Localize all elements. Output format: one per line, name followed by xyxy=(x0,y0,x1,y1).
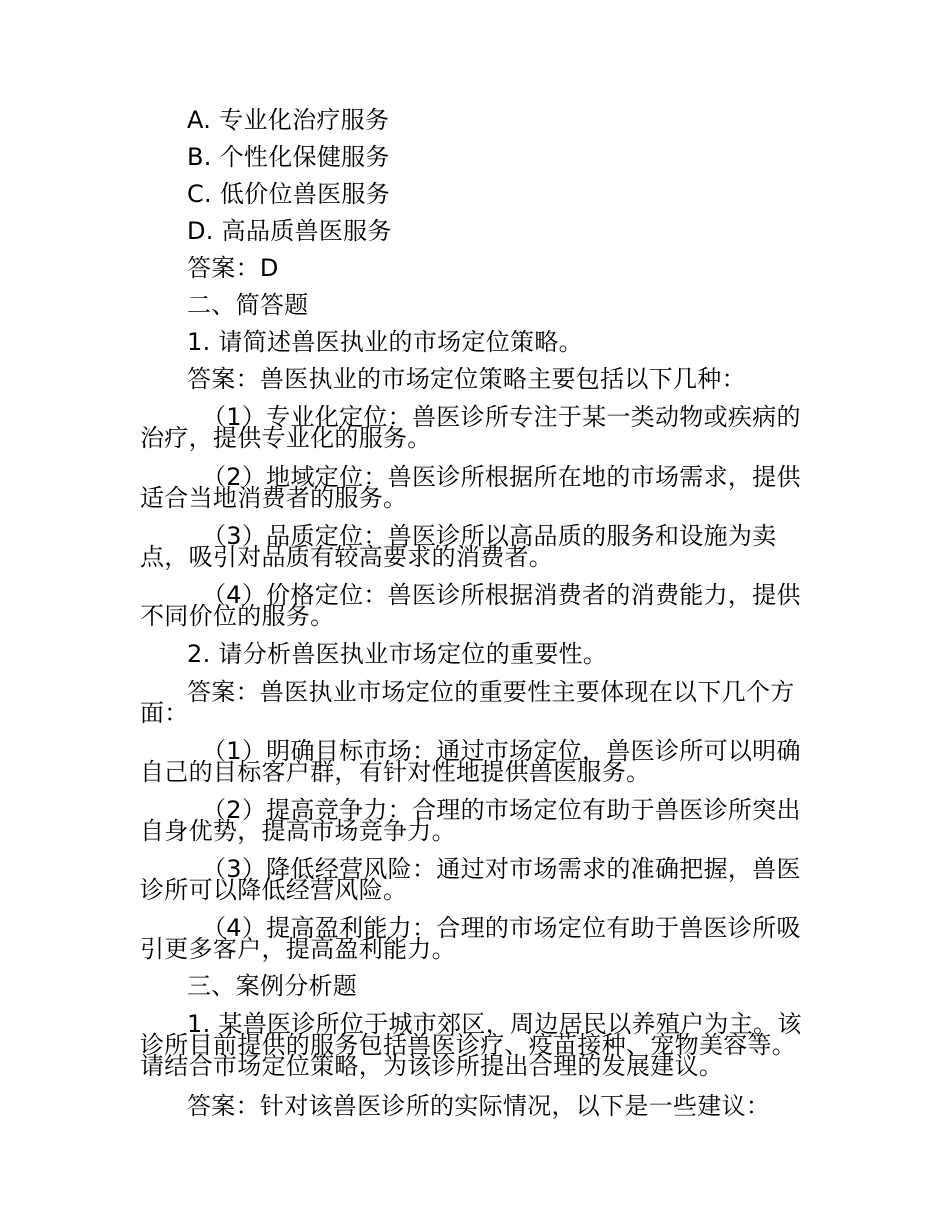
answer-1-item-4-line-1: （4）价格定位：兽医诊所根据消费者的消费能力，提供 xyxy=(202,581,801,609)
choice-d: D. 高品质兽医服务 xyxy=(187,217,392,245)
answer-2-intro-line-1: 答案：兽医执业市场定位的重要性主要体现在以下几个方 xyxy=(187,678,795,706)
answer-2-item-3-line-1: （3）降低经营风险：通过对市场需求的准确把握，兽医 xyxy=(202,855,801,883)
case-1-line-2: 诊所目前提供的服务包括兽医诊疗、疫苗接种、宠物美容等。 xyxy=(140,1031,797,1059)
section-heading-short-answer: 二、简答题 xyxy=(187,291,309,319)
section-heading-case-analysis: 三、案例分析题 xyxy=(187,972,358,1000)
answer-2-item-3-line-2: 诊所可以降低经营风险。 xyxy=(140,876,408,904)
answer-1-item-1-line-2: 治疗，提供专业化的服务。 xyxy=(140,424,432,452)
case-1-line-1: 1. 某兽医诊所位于城市郊区，周边居民以养殖户为主。该 xyxy=(187,1010,802,1038)
question-2: 2. 请分析兽医执业市场定位的重要性。 xyxy=(187,640,608,668)
mc-answer: 答案：D xyxy=(187,254,279,282)
answer-1-item-3-line-1: （3）品质定位：兽医诊所以高品质的服务和设施为卖 xyxy=(202,522,777,550)
case-1-answer: 答案：针对该兽医诊所的实际情况，以下是一些建议： xyxy=(187,1092,771,1120)
choice-b: B. 个性化保健服务 xyxy=(187,143,390,171)
answer-2-item-1-line-2: 自己的目标客户群，有针对性地提供兽医服务。 xyxy=(140,758,651,786)
choice-c: C. 低价位兽医服务 xyxy=(187,180,391,208)
answer-2-intro-line-2: 面： xyxy=(140,699,189,727)
answer-2-item-2-line-1: （2）提高竞争力：合理的市场定位有助于兽医诊所突出 xyxy=(202,796,801,824)
answer-1-item-2-line-1: （2）地域定位：兽医诊所根据所在地的市场需求，提供 xyxy=(202,463,801,491)
answer-2-item-2-line-2: 自身优势，提高市场竞争力。 xyxy=(140,817,456,845)
answer-1-item-4-line-2: 不同价位的服务。 xyxy=(140,602,335,630)
answer-1-item-1-line-1: （1）专业化定位：兽医诊所专注于某一类动物或疾病的 xyxy=(202,403,801,431)
case-1-line-3: 请结合市场定位策略，为该诊所提出合理的发展建议。 xyxy=(140,1052,724,1080)
question-1: 1. 请简述兽医执业的市场定位策略。 xyxy=(187,328,583,356)
answer-2-item-4-line-1: （4）提高盈利能力：合理的市场定位有助于兽医诊所吸 xyxy=(202,914,801,942)
answer-2-item-4-line-2: 引更多客户，提高盈利能力。 xyxy=(140,935,456,963)
choice-a: A. 专业化治疗服务 xyxy=(187,106,390,134)
answer-1-item-3-line-2: 点，吸引对品质有较高要求的消费者。 xyxy=(140,543,554,571)
answer-2-item-1-line-1: （1）明确目标市场：通过市场定位，兽医诊所可以明确 xyxy=(202,737,801,765)
answer-1-item-2-line-2: 适合当地消费者的服务。 xyxy=(140,484,408,512)
answer-1-intro: 答案：兽医执业的市场定位策略主要包括以下几种： xyxy=(187,365,746,393)
